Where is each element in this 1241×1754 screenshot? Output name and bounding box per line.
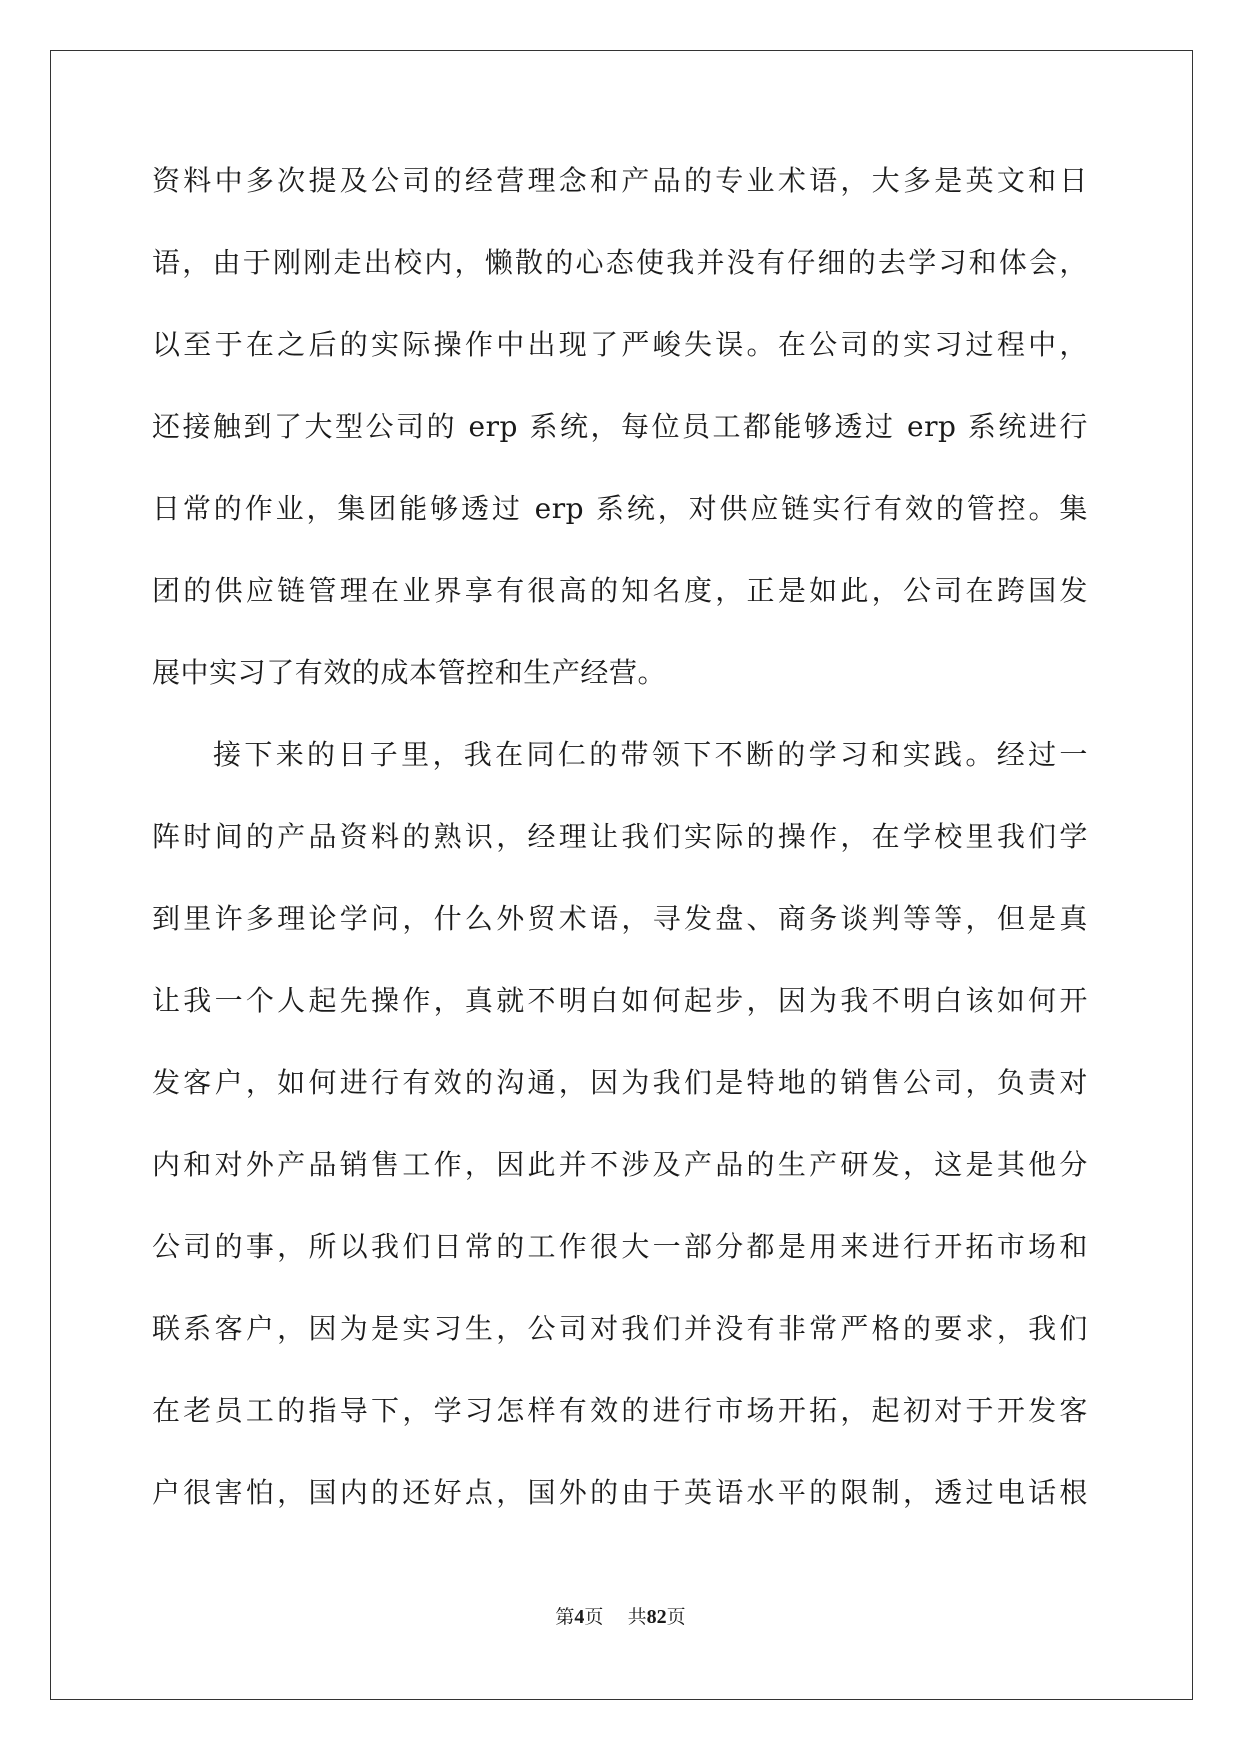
body-text	[152, 160, 1088, 1554]
footer-page-suffix: 页	[584, 1606, 604, 1628]
text-line: 展中实习了有效的成本管控和生产经营。	[152, 656, 667, 689]
text-line: 公司的事，所以我们日常的工作很大一部分都是用来进行开拓市场和	[152, 1230, 1088, 1263]
text-line: 团的供应链管理在业界享有很高的知名度，正是如此，公司在跨国发	[152, 574, 1088, 607]
footer-page-number: 4	[574, 1606, 585, 1628]
text-line: 以至于在之后的实际操作中出现了严峻失误。在公司的实习过程中，	[152, 328, 1088, 361]
text-line: 户很害怕，国内的还好点，国外的由于英语水平的限制，透过电话根	[152, 1476, 1088, 1509]
text-line: 发客户，如何进行有效的沟通，因为我们是特地的销售公司，负责对	[152, 1066, 1088, 1099]
footer-page-prefix: 第	[555, 1606, 575, 1628]
text-line: 接下来的日子里，我在同仁的带领下不断的学习和实践。经过一	[213, 738, 1088, 771]
text-line: 日常的作业，集团能够透过 erp 系统，对供应链实行有效的管控。集	[152, 492, 1088, 525]
text-line: 让我一个人起先操作，真就不明白如何起步，因为我不明白该如何开	[152, 984, 1088, 1017]
text-line: 到里许多理论学问，什么外贸术语，寻发盘、商务谈判等等，但是真	[152, 902, 1088, 935]
text-line: 内和对外产品销售工作，因此并不涉及产品的生产研发，这是其他分	[152, 1148, 1088, 1181]
text-line: 还接触到了大型公司的 erp 系统，每位员工都能够透过 erp 系统进行	[152, 410, 1088, 443]
text-line: 在老员工的指导下，学习怎样有效的进行市场开拓，起初对于开发客	[152, 1394, 1088, 1427]
footer-total-pages: 82	[646, 1606, 667, 1628]
footer-total-prefix: 共	[627, 1606, 647, 1628]
text-line: 语，由于刚刚走出校内，懒散的心态使我并没有仔细的去学习和体会，	[152, 246, 1088, 279]
text-line: 资料中多次提及公司的经营理念和产品的专业术语，大多是英文和日	[152, 164, 1088, 197]
footer-total-suffix: 页	[666, 1606, 686, 1628]
text-line: 阵时间的产品资料的熟识，经理让我们实际的操作，在学校里我们学	[152, 820, 1088, 853]
page-footer	[0, 1602, 1241, 1629]
text-line: 联系客户，因为是实习生，公司对我们并没有非常严格的要求，我们	[152, 1312, 1088, 1345]
